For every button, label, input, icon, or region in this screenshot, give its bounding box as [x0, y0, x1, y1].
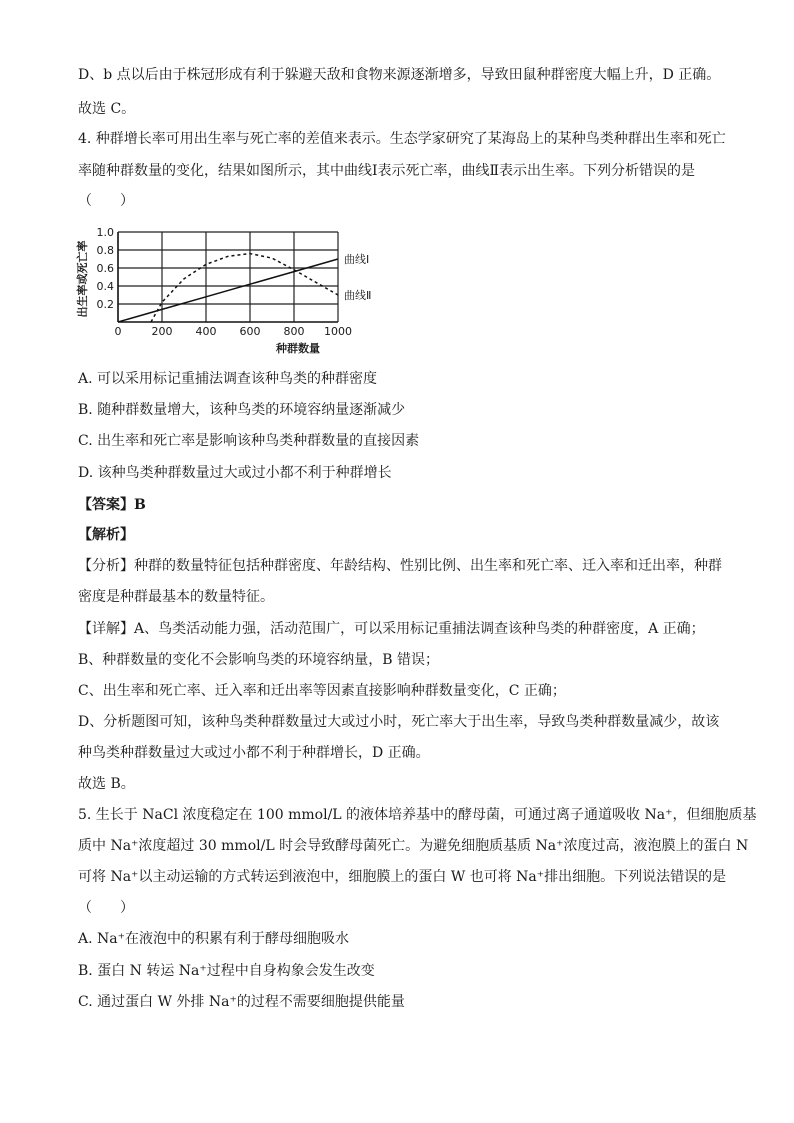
text-line-l21: 质中 Na⁺浓度超过 30 mmol/L 时会导致酵母菌死亡。为避免细胞质基质 Na⁺浓度过高，液泡膜上的蛋白 N — [78, 838, 749, 854]
y-tick-label: 0.2 — [96, 298, 114, 311]
x-tick-label: 0 — [114, 325, 122, 338]
series-label-1: 曲线Ⅰ — [344, 253, 370, 266]
text-line-l13: 密度是种群最基本的数量特征。 — [78, 589, 274, 605]
text-line-l19: 故选 B。 — [78, 776, 135, 792]
text-line-l08: C. 出生率和死亡率是影响该种鸟类种群数量的直接因素 — [78, 433, 420, 449]
text-line-l04: 率随种群数量的变化，结果如图所示，其中曲线Ⅰ表示死亡率，曲线Ⅱ表示出生率。下列分析错误的是 — [78, 163, 696, 179]
text-line-l06: A. 可以采用标记重捕法调查该种鸟类的种群密度 — [78, 371, 378, 387]
x-axis-label: 种群数量 — [276, 342, 320, 355]
x-tick-label: 1000 — [324, 325, 352, 338]
y-tick-label: 0.4 — [96, 280, 114, 293]
text-line-l23: （ ） — [78, 900, 134, 916]
text-line-l24: A. Na⁺在液泡中的积累有利于酵母细胞吸水 — [78, 931, 349, 947]
text-line-l03: 4. 种群增长率可用出生率与死亡率的差值来表示。生态学家研究了某海岛上的某种鸟类种群出生率和死亡 — [78, 131, 726, 147]
text-line-l25: B. 蛋白 N 转运 Na⁺过程中自身构象会发生改变 — [78, 963, 375, 979]
x-tick-label: 800 — [283, 325, 305, 338]
x-tick-label: 400 — [195, 325, 217, 338]
y-tick-label: 1.0 — [96, 226, 114, 239]
text-line-l18: 种鸟类种群数量过大或过小都不利于种群增长，D 正确。 — [78, 745, 430, 761]
birth-death-rate-chart — [74, 222, 404, 357]
x-tick-label: 600 — [239, 325, 261, 338]
x-tick-label: 200 — [151, 325, 173, 338]
text-line-l17: D、分析题图可知，该种鸟类种群数量过大或过小时，死亡率大于出生率，导致鸟类种群数量减少，故该 — [78, 714, 720, 730]
series-label-2: 曲线Ⅱ — [344, 289, 372, 302]
series-line-2 — [151, 254, 338, 322]
text-line-l15: B、种群数量的变化不会影响鸟类的环境容纳量，B 错误； — [78, 652, 440, 668]
y-axis-label: 出生率或死亡率 — [76, 240, 89, 318]
text-line-l14: 【详解】A、鸟类活动能力强，活动范围广，可以采用标记重捕法调查该种鸟类的种群密度，A 正确； — [78, 621, 705, 637]
text-line-l01: D、b 点以后由于株冠形成有利于躲避天敌和食物来源逐渐增多，导致田鼠种群密度大幅上升，D 正确。 — [78, 67, 721, 83]
text-line-l22: 可将 Na⁺以主动运输的方式转运到液泡中，细胞膜上的蛋白 W 也可将 Na⁺排出细胞。下列说法错误的是 — [78, 869, 727, 885]
text-line-l10: 【答案】B — [78, 497, 146, 513]
text-line-l02: 故选 C。 — [78, 101, 136, 117]
text-line-l05: （ ） — [78, 193, 134, 209]
text-line-l12: 【分析】种群的数量特征包括种群密度、年龄结构、性别比例、出生率和死亡率、迁入率和迁出率，种群 — [78, 558, 722, 574]
y-tick-label: 0.6 — [96, 262, 114, 275]
text-line-l09: D. 该种鸟类种群数量过大或过小都不利于种群增长 — [78, 465, 392, 481]
text-line-l07: B. 随种群数量增大，该种鸟类的环境容纳量逐渐减少 — [78, 402, 406, 418]
text-line-l11: 【解析】 — [78, 527, 134, 543]
y-tick-label: 0.8 — [96, 244, 114, 257]
text-line-l20: 5. 生长于 NaCl 浓度稳定在 100 mmol/L 的液体培养基中的酵母菌，可通过离子通道吸收 Na⁺，但细胞质基 — [78, 807, 757, 823]
text-line-l16: C、出生率和死亡率、迁入率和迁出率等因素直接影响种群数量变化，C 正确； — [78, 683, 566, 699]
text-line-l26: C. 通过蛋白 W 外排 Na⁺的过程不需要细胞提供能量 — [78, 994, 405, 1010]
